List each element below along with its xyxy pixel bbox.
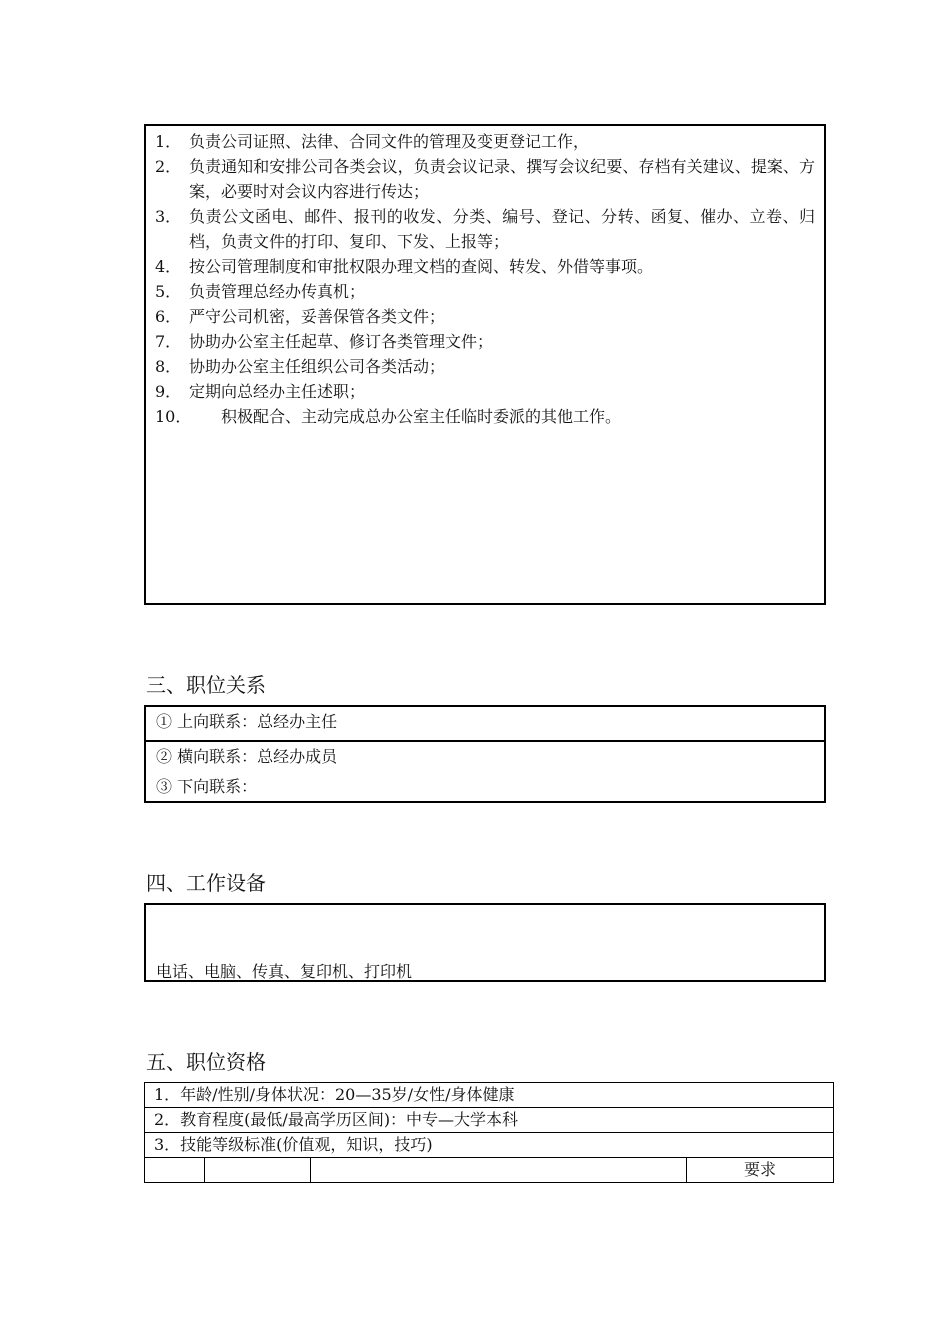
duty-number: 5．: [155, 282, 182, 301]
duty-text: 负责公司证照、法律、合同文件的管理及变更登记工作，: [189, 132, 590, 151]
equipment-box: [144, 903, 826, 982]
table-row: [145, 1158, 834, 1183]
duty-number: 3．: [155, 207, 182, 226]
duties-box: [144, 124, 826, 605]
duty-item: [155, 404, 815, 429]
section-heading-qualifications: 五、职位资格: [146, 1050, 266, 1074]
duty-item: [155, 129, 815, 154]
table-row: [145, 1108, 834, 1133]
duty-item: [155, 354, 815, 379]
duty-item: [155, 304, 815, 329]
duty-number: 8．: [155, 357, 182, 376]
duty-number: 6．: [155, 307, 182, 326]
empty-cell: [145, 1158, 205, 1183]
duty-number: 7．: [155, 332, 182, 351]
qualification-skills: 3．技能等级标准(价值观，知识，技巧): [145, 1133, 834, 1158]
duty-text: 协助办公室主任组织公司各类活动；: [189, 357, 446, 376]
qualifications-table: [144, 1082, 834, 1183]
duty-item: [155, 329, 815, 354]
relation-up: ① 上向联系：总经办主任: [146, 707, 824, 742]
duty-number: 9．: [155, 382, 182, 401]
duty-item: [155, 204, 815, 254]
duty-number: 10．: [155, 407, 192, 426]
section-heading-equipment: 四、工作设备: [146, 871, 266, 895]
duty-text: 负责公文函电、邮件、报刊的收发、分类、编号、登记、分转、函复、催办、立卷、归档，负责文件的打印、复印、下发、上报等；: [189, 207, 815, 251]
duty-text: 按公司管理制度和审批权限办理文档的查阅、转发、外借等事项。: [189, 257, 654, 276]
relation-side: ② 横向联系：总经办成员: [156, 747, 338, 766]
duty-item: [155, 379, 815, 404]
qualification-education: 2．教育程度(最低/最高学历区间)：中专—大学本科: [145, 1108, 834, 1133]
duty-item: [155, 279, 815, 304]
empty-cell: [311, 1158, 687, 1183]
duty-text: 负责管理总经办传真机；: [189, 282, 366, 301]
duty-text: 积极配合、主动完成总办公室主任临时委派的其他工作。: [221, 407, 622, 426]
duty-text: 负责通知和安排公司各类会议，负责会议记录、撰写会议纪要、存档有关建议、提案、方案，必要时对会议内容进行传达；: [189, 157, 815, 201]
duty-number: 2．: [155, 157, 182, 176]
relation-down: ③ 下向联系：: [156, 777, 258, 796]
duty-text: 严守公司机密，妥善保管各类文件；: [189, 307, 446, 326]
requirement-header: 要求: [687, 1158, 834, 1183]
qualification-age: 1．年龄/性别/身体状况：20—35岁/女性/身体健康: [145, 1083, 834, 1108]
table-row: [145, 1133, 834, 1158]
duty-item: [155, 254, 815, 279]
empty-cell: [205, 1158, 311, 1183]
duty-text: 定期向总经办主任述职；: [189, 382, 366, 401]
equipment-list: 电话、电脑、传真、复印机、打印机: [156, 962, 413, 981]
duty-number: 1．: [155, 132, 182, 151]
duty-number: 4．: [155, 257, 182, 276]
table-row: [145, 1083, 834, 1108]
relations-box: [144, 705, 826, 803]
section-heading-relations: 三、职位关系: [146, 673, 266, 697]
duty-item: [155, 154, 815, 204]
duty-text: 协助办公室主任起草、修订各类管理文件；: [189, 332, 494, 351]
